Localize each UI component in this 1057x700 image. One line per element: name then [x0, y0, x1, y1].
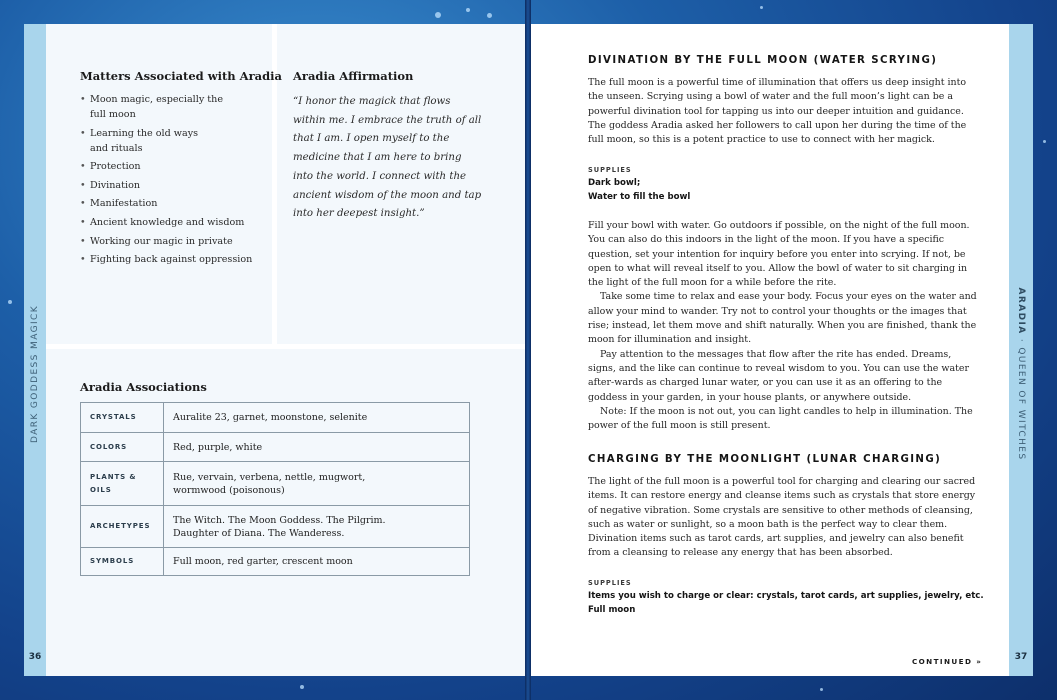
table-row [81, 403, 470, 433]
star-dot-8 [820, 688, 823, 691]
affirmation-text: “I honor the magick that flows within me. I embrace the truth of all that I am. I open myself to the medicine that I am here to bring into the world. I connect with the ancient wisdom of the moon and tap into her deepest insight.” [293, 96, 482, 220]
row-key: SYMBOLS [81, 548, 164, 576]
row-value: The Witch. The Moon Goddess. The Pilgrim. Daughter of Diana. The Wanderess. [164, 506, 470, 548]
matters-item: • Protection [80, 159, 265, 174]
supply-item: Dark bowl; [588, 178, 641, 188]
matters-item: • Divination [80, 178, 265, 193]
affirmation-heading: Aradia Affirmation [293, 69, 414, 83]
table-row [81, 462, 470, 506]
supplies-label: SUPPLIES [588, 166, 632, 174]
continued-link[interactable]: CONTINUED » [912, 657, 983, 666]
table-row [81, 548, 470, 576]
star-dot-6 [1043, 140, 1046, 143]
supplies-label: SUPPLIES [588, 579, 632, 587]
right-running-head: ARADIA · QUEEN OF WITCHES [1016, 287, 1026, 461]
matters-item: • Ancient knowledge and wisdom [80, 215, 265, 230]
panel-divider-horizontal [46, 344, 525, 349]
matters-item: • Fighting back against oppression [80, 252, 265, 267]
body-paragraph: Fill your bowl with water. Go outdoors if possible, on the night of the full moon. You can also do this indoors in the light of the moon. If you have a specific question, set your intention for inquiry before you enter into scrying. If not, be open to what will reveal itself to you. Allow the bowl of water to sit charging in the light of the full moon for a while before the rite. [588, 220, 970, 289]
left-running-head-band [24, 24, 46, 676]
supply-item: Water to fill the bowl [588, 192, 691, 202]
charging-intro: The light of the full moon is a powerful tool for charging and clearing our sacred items. It can restore energy and cleanse items such as crystals that store energy of negative vibration. Some crystals are sensitive to other methods of cleansing, such as water or sunlight, so a moon bath is the perfect way to clear them. Divination items such as tarot cards, art supplies, and jewelry can also benefit from a cleansing to release any energy that has been absorbed. [588, 476, 976, 559]
row-value: Rue, vervain, verbena, nettle, mugwort, wormwood (poisonous) [164, 462, 470, 506]
star-dot-2 [466, 8, 470, 12]
table-row [81, 506, 470, 548]
associations-heading: Aradia Associations [80, 380, 207, 394]
matters-item: • Working our magic in private [80, 234, 265, 249]
row-value: Auralite 23, garnet, moonstone, selenite [164, 403, 470, 433]
body-paragraph: Take some time to relax and ease your body. Focus your eyes on the water and allow your mind to wander. Try not to control your thoughts or the images that rise; instead, let them move and shift naturally. When you are finished, thank the moon for illumination and insight. [588, 291, 977, 346]
star-dot-3 [487, 13, 492, 18]
row-value: Red, purple, white [164, 433, 470, 462]
matters-heading: Matters Associated with Aradia [80, 69, 282, 83]
body-paragraph: Note: If the moon is not out, you can light candles to help in illumination. The power of the full moon is still present. [588, 405, 973, 432]
star-dot-1 [435, 12, 441, 18]
divination-body [588, 219, 980, 433]
section-heading-charging: CHARGING BY THE MOONLIGHT (LUNAR CHARGING) [588, 454, 942, 465]
matters-item: • Moon magic, especially the full moon [80, 92, 265, 122]
supply-item: Items you wish to charge or clear: crystals, tarot cards, art supplies, jewelry, etc. [588, 591, 984, 601]
body-paragraph: Pay attention to the messages that flow after the rite has ended. Dreams, signs, and the like can continue to reveal wisdom to you. You can use the water after-wards as charged lunar water, or you can use it as an offering to the goddess in your garden, in your house plants, or anywhere outside. [588, 348, 969, 403]
table-row [81, 433, 470, 462]
supply-item: Full moon [588, 605, 636, 615]
right-page-number: 37 [1014, 652, 1028, 662]
star-dot-7 [300, 685, 304, 689]
row-key: ARCHETYPES [81, 506, 164, 548]
row-key: COLORS [81, 433, 164, 462]
left-running-head: DARK GODDESS MAGICK [30, 304, 40, 444]
divination-intro: The full moon is a powerful time of illumination that offers us deep insight into the unseen. Scrying using a bowl of water and the full moon’s light can be a powerful divination tool for tapping us into our deeper intuition and guidance. The goddess Aradia asked her followers to call upon her during the time of the full moon, so this is a potent practice to use to connect with her magick. [588, 77, 967, 146]
star-dot-5 [8, 300, 12, 304]
right-running-head-band [1009, 24, 1033, 676]
row-value: Full moon, red garter, crescent moon [164, 548, 470, 576]
matters-item: • Manifestation [80, 196, 265, 211]
section-heading-divination: DIVINATION BY THE FULL MOON (WATER SCRYING) [588, 55, 938, 66]
associations-table [80, 402, 470, 576]
left-page-number: 36 [28, 652, 42, 662]
matters-list [80, 92, 265, 271]
row-key: PLANTS & OILS [81, 462, 164, 506]
row-key: CRYSTALS [81, 403, 164, 433]
matters-item: • Learning the old ways and rituals [80, 126, 265, 156]
star-dot-4 [760, 6, 763, 9]
